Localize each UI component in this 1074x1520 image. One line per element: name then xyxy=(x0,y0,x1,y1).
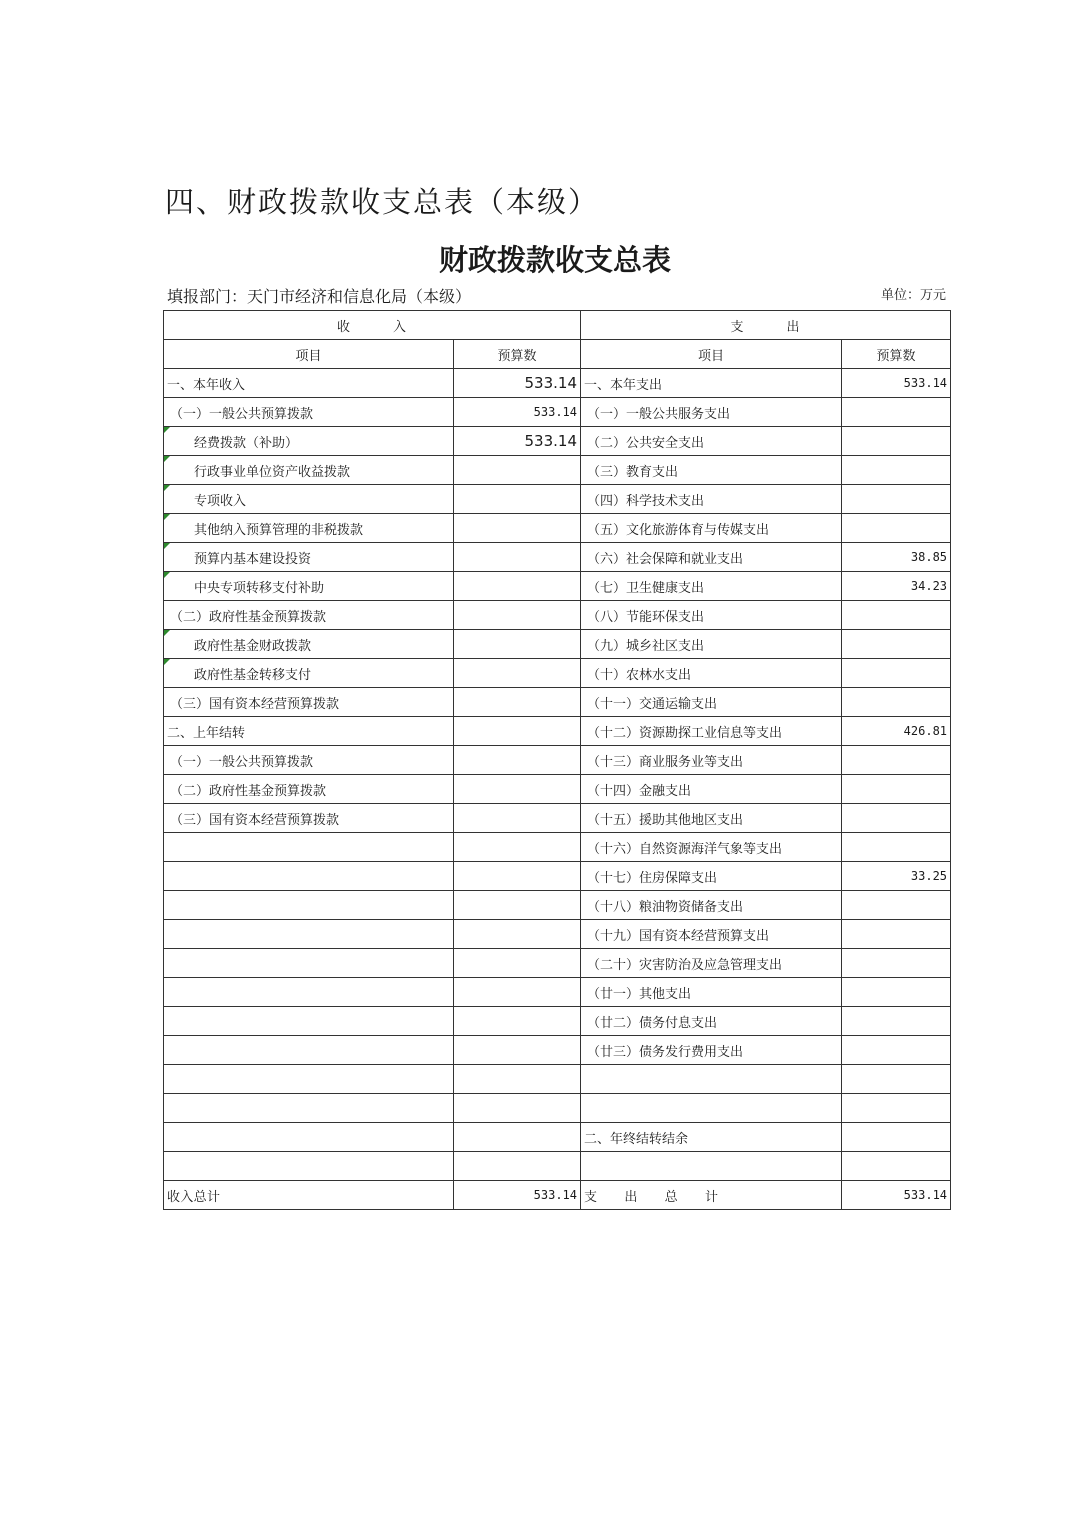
total-label-char: 支 xyxy=(584,1189,598,1205)
income-total-value: 533.14 xyxy=(454,1181,581,1210)
expense-value-cell xyxy=(842,1007,951,1036)
expense-item-cell: （十）农林水支出 xyxy=(581,659,842,688)
expense-value-cell xyxy=(842,688,951,717)
income-value-cell xyxy=(454,659,581,688)
expense-value-cell xyxy=(842,456,951,485)
expense-value-cell xyxy=(842,833,951,862)
income-item-cell: （三）国有资本经营预算拨款 xyxy=(164,804,454,833)
expense-value-cell xyxy=(842,804,951,833)
table-row xyxy=(164,630,951,659)
income-item-cell xyxy=(164,978,454,1007)
expense-item-cell: 一、本年支出 xyxy=(581,369,842,398)
expense-value-cell xyxy=(842,601,951,630)
expense-item-cell: （三）教育支出 xyxy=(581,456,842,485)
expense-value-cell xyxy=(842,1036,951,1065)
expense-value-cell xyxy=(842,1152,951,1181)
total-label-char: 入 xyxy=(180,1189,194,1205)
table-row xyxy=(164,862,951,891)
income-group-header: 收 入 xyxy=(164,311,581,340)
table-row xyxy=(164,920,951,949)
income-item-cell xyxy=(164,1036,454,1065)
total-label-char: 总 xyxy=(664,1189,678,1205)
total-label-char: 收 xyxy=(167,1189,181,1205)
table-row xyxy=(164,1123,951,1152)
income-value-cell xyxy=(454,601,581,630)
income-item-cell xyxy=(164,1152,454,1181)
income-value-cell xyxy=(454,862,581,891)
table-column-header xyxy=(164,340,951,369)
table-row xyxy=(164,1152,951,1181)
expense-total-label xyxy=(581,1181,842,1210)
expense-value-cell xyxy=(842,978,951,1007)
income-value-cell xyxy=(454,775,581,804)
income-item-cell xyxy=(164,1007,454,1036)
income-value-cell xyxy=(454,833,581,862)
expense-value-cell xyxy=(842,1123,951,1152)
expense-value-cell xyxy=(842,775,951,804)
income-item-cell: （二）政府性基金预算拨款 xyxy=(164,775,454,804)
income-item-cell xyxy=(164,949,454,978)
table-row xyxy=(164,427,951,456)
income-item-cell xyxy=(164,891,454,920)
expense-value-cell xyxy=(842,920,951,949)
income-value-cell xyxy=(454,543,581,572)
expense-value-cell: 533.14 xyxy=(842,369,951,398)
income-item-cell xyxy=(164,833,454,862)
expense-item-cell: （十三）商业服务业等支出 xyxy=(581,746,842,775)
expense-item-cell: （廿二）债务付息支出 xyxy=(581,1007,842,1036)
income-value-cell xyxy=(454,485,581,514)
income-item-cell: 专项收入 xyxy=(164,485,454,514)
table-row xyxy=(164,949,951,978)
expense-item-cell: （十四）金融支出 xyxy=(581,775,842,804)
table-row xyxy=(164,978,951,1007)
expense-item-cell xyxy=(581,1152,842,1181)
expense-value-cell xyxy=(842,746,951,775)
income-item-cell: 其他纳入预算管理的非税拨款 xyxy=(164,514,454,543)
expense-item-cell: （廿三）债务发行费用支出 xyxy=(581,1036,842,1065)
expense-item-cell: （一）一般公共服务支出 xyxy=(581,398,842,427)
income-value-cell xyxy=(454,1123,581,1152)
income-item-cell: 二、上年结转 xyxy=(164,717,454,746)
table-row xyxy=(164,833,951,862)
income-value-cell xyxy=(454,514,581,543)
expense-item-cell: （八）节能环保支出 xyxy=(581,601,842,630)
income-item-header: 项目 xyxy=(164,340,454,369)
expense-value-cell xyxy=(842,630,951,659)
section-title: 四、财政拨款收支总表（本级） xyxy=(165,185,600,219)
total-label-char: 总 xyxy=(193,1189,207,1205)
expense-budget-header: 预算数 xyxy=(842,340,951,369)
expense-total-value: 533.14 xyxy=(842,1181,951,1210)
expense-item-cell: （四）科学技术支出 xyxy=(581,485,842,514)
income-item-cell: 经费拨款（补助） xyxy=(164,427,454,456)
expense-item-cell: 二、年终结转结余 xyxy=(581,1123,842,1152)
budget-table xyxy=(163,310,951,1210)
income-value-cell xyxy=(454,920,581,949)
table-row xyxy=(164,601,951,630)
table-row xyxy=(164,1036,951,1065)
expense-item-cell: （十八）粮油物资储备支出 xyxy=(581,891,842,920)
income-value-cell: 533.14 xyxy=(454,369,581,398)
income-value-cell xyxy=(454,1036,581,1065)
income-value-cell xyxy=(454,1065,581,1094)
table-row xyxy=(164,688,951,717)
expense-item-cell xyxy=(581,1065,842,1094)
expense-group-header: 支 出 xyxy=(581,311,951,340)
income-item-cell: （一）一般公共预算拨款 xyxy=(164,398,454,427)
income-value-cell xyxy=(454,1094,581,1123)
table-row xyxy=(164,891,951,920)
income-item-cell: 预算内基本建设投资 xyxy=(164,543,454,572)
expense-item-cell: （十二）资源勘探工业信息等支出 xyxy=(581,717,842,746)
report-title: 财政拨款收支总表 xyxy=(438,243,671,277)
expense-value-cell xyxy=(842,514,951,543)
expense-item-cell: （二十）灾害防治及应急管理支出 xyxy=(581,949,842,978)
total-row xyxy=(164,1181,951,1210)
expense-item-cell: （十六）自然资源海洋气象等支出 xyxy=(581,833,842,862)
expense-value-cell: 33.25 xyxy=(842,862,951,891)
income-item-cell: 政府性基金财政拨款 xyxy=(164,630,454,659)
table-row xyxy=(164,398,951,427)
income-item-cell: （三）国有资本经营预算拨款 xyxy=(164,688,454,717)
expense-value-cell xyxy=(842,891,951,920)
expense-item-cell: （十五）援助其他地区支出 xyxy=(581,804,842,833)
income-value-cell xyxy=(454,630,581,659)
income-item-cell: 一、本年收入 xyxy=(164,369,454,398)
table-row xyxy=(164,514,951,543)
income-value-cell: 533.14 xyxy=(454,398,581,427)
income-value-cell xyxy=(454,746,581,775)
income-budget-header: 预算数 xyxy=(454,340,581,369)
expense-item-cell: （九）城乡社区支出 xyxy=(581,630,842,659)
expense-value-cell xyxy=(842,427,951,456)
expense-item-cell: （五）文化旅游体育与传媒支出 xyxy=(581,514,842,543)
table-row xyxy=(164,572,951,601)
table-row xyxy=(164,485,951,514)
income-item-cell xyxy=(164,920,454,949)
total-label-char: 计 xyxy=(705,1189,719,1205)
expense-item-cell: （廿一）其他支出 xyxy=(581,978,842,1007)
table-row xyxy=(164,804,951,833)
income-value-cell xyxy=(454,949,581,978)
income-item-cell xyxy=(164,862,454,891)
table-row xyxy=(164,717,951,746)
expense-value-cell xyxy=(842,1065,951,1094)
department-label: 填报部门：天门市经济和信息化局（本级） xyxy=(167,287,472,306)
table-group-header xyxy=(164,311,951,340)
table-row xyxy=(164,1094,951,1123)
expense-item-cell xyxy=(581,1094,842,1123)
unit-label: 单位：万元 xyxy=(880,288,946,303)
expense-item-cell: （十七）住房保障支出 xyxy=(581,862,842,891)
expense-item-cell: （十九）国有资本经营预算支出 xyxy=(581,920,842,949)
expense-item-header: 项目 xyxy=(581,340,842,369)
expense-value-cell: 38.85 xyxy=(842,543,951,572)
expense-item-cell: （十一）交通运输支出 xyxy=(581,688,842,717)
table-row xyxy=(164,369,951,398)
expense-value-cell xyxy=(842,1094,951,1123)
income-item-cell xyxy=(164,1123,454,1152)
income-value-cell xyxy=(454,1152,581,1181)
income-value-cell: 533.14 xyxy=(454,427,581,456)
table-row xyxy=(164,1007,951,1036)
income-total-label xyxy=(164,1181,454,1210)
table-row xyxy=(164,659,951,688)
expense-value-cell: 426.81 xyxy=(842,717,951,746)
expense-item-cell: （二）公共安全支出 xyxy=(581,427,842,456)
total-label-char: 计 xyxy=(206,1189,220,1205)
expense-value-cell xyxy=(842,659,951,688)
table-body xyxy=(164,369,951,1181)
income-item-cell: （一）一般公共预算拨款 xyxy=(164,746,454,775)
table-row xyxy=(164,775,951,804)
expense-item-cell: （七）卫生健康支出 xyxy=(581,572,842,601)
income-item-cell xyxy=(164,1094,454,1123)
expense-value-cell xyxy=(842,398,951,427)
expense-value-cell xyxy=(842,949,951,978)
income-value-cell xyxy=(454,891,581,920)
income-value-cell xyxy=(454,1007,581,1036)
table-row xyxy=(164,746,951,775)
table-row xyxy=(164,456,951,485)
income-item-cell: 政府性基金转移支付 xyxy=(164,659,454,688)
total-label-char: 出 xyxy=(624,1189,638,1205)
income-value-cell xyxy=(454,572,581,601)
table-row xyxy=(164,1065,951,1094)
table-row xyxy=(164,543,951,572)
expense-value-cell xyxy=(842,485,951,514)
expense-value-cell: 34.23 xyxy=(842,572,951,601)
income-item-cell: （二）政府性基金预算拨款 xyxy=(164,601,454,630)
expense-item-cell: （六）社会保障和就业支出 xyxy=(581,543,842,572)
income-value-cell xyxy=(454,717,581,746)
income-item-cell: 中央专项转移支付补助 xyxy=(164,572,454,601)
income-value-cell xyxy=(454,804,581,833)
income-value-cell xyxy=(454,978,581,1007)
income-item-cell: 行政事业单位资产收益拨款 xyxy=(164,456,454,485)
income-value-cell xyxy=(454,456,581,485)
income-value-cell xyxy=(454,688,581,717)
income-item-cell xyxy=(164,1065,454,1094)
